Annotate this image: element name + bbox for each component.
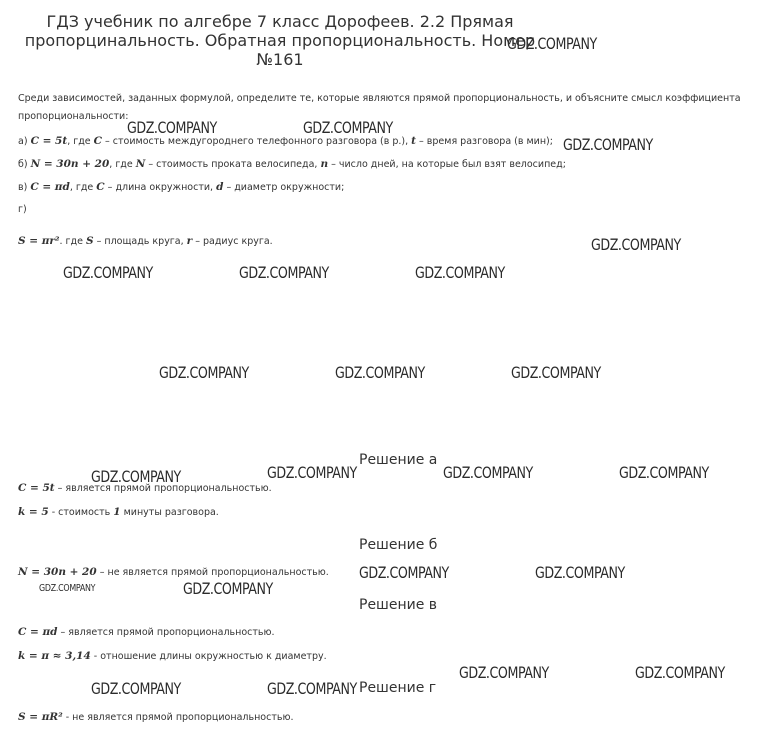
watermark: GDZ.COMPANY — [507, 34, 597, 53]
watermark: GDZ.COMPANY — [535, 563, 625, 582]
solution-b-line-1: N = 30n + 20 – не является прямой пропорциональностью. — [18, 566, 329, 578]
task-intro-2: пропорциональности: — [18, 111, 129, 122]
watermark: GDZ.COMPANY — [443, 463, 533, 482]
watermark: GDZ.COMPANY — [459, 663, 549, 682]
solution-c-line-1: C = πd – является прямой пропорциональностью. — [18, 626, 275, 638]
formula-c: C = πd — [30, 181, 70, 193]
watermark: GDZ.COMPANY — [127, 118, 217, 137]
watermark: GDZ.COMPANY — [239, 263, 329, 282]
title-line-3: №161 — [256, 50, 304, 69]
watermark: GDZ.COMPANY — [511, 363, 601, 382]
watermark: GDZ.COMPANY — [563, 135, 653, 154]
watermark: GDZ.COMPANY — [591, 235, 681, 254]
solution-c-heading: Решение в — [359, 597, 438, 613]
watermark: GDZ.COMPANY — [267, 679, 357, 698]
solution-d-line-1: S = πR² - не является прямой пропорциональностью. — [18, 711, 294, 723]
title-line-2: пропорцинальность. Обратная пропорциональность. Номер — [24, 31, 536, 50]
watermark: GDZ.COMPANY — [619, 463, 709, 482]
task-intro-1: Среди зависимостей, заданных формулой, определите те, которые являются прямой пропорциональность, и объясните смысл коэффициента — [18, 93, 741, 104]
watermark: GDZ.COMPANY — [63, 263, 153, 282]
task-item-a: а) C = 5t, где C – стоимость междугороднего телефонного разговора (в р.), t – время разговора (в мин); — [18, 135, 553, 147]
watermark: GDZ.COMPANY — [183, 579, 273, 598]
formula-a: C = 5t — [30, 135, 68, 147]
watermark: GDZ.COMPANY — [335, 363, 425, 382]
task-item-c: в) C = πd, где C – длина окружности, d – диаметр окружности; — [18, 181, 345, 193]
page-title — [0, 12, 560, 69]
watermark: GDZ.COMPANY — [91, 679, 181, 698]
watermark: GDZ.COMPANY — [159, 363, 249, 382]
solution-c-line-2: k = π ≈ 3,14 - отношение длины окружностью к диаметру. — [18, 650, 327, 662]
solution-b-heading: Решение б — [359, 537, 438, 553]
solution-a-line-1: C = 5t – является прямой пропорциональностью. — [18, 482, 272, 494]
watermark: GDZ.COMPANY — [303, 118, 393, 137]
formula-d: S = πr² — [18, 235, 60, 247]
watermark: GDZ.COMPANY — [635, 663, 725, 682]
watermark: GDZ.COMPANY — [359, 563, 449, 582]
solution-a-heading: Решение а — [359, 452, 438, 468]
task-item-d: S = πr². где S – площадь круга, r – радиус круга. — [18, 235, 273, 247]
title-line-1: ГДЗ учебник по алгебре 7 класс Дорофеев. 2.2 Прямая — [46, 12, 514, 31]
solution-d-heading: Решение г — [359, 680, 437, 696]
task-item-d-label: г) — [18, 204, 27, 215]
watermark: GDZ.COMPANY — [415, 263, 505, 282]
watermark: GDZ.COMPANY — [267, 463, 357, 482]
formula-b: N = 30n + 20 — [30, 158, 110, 170]
watermark: GDZ.COMPANY — [91, 467, 181, 486]
watermark: GDZ.COMPANY — [39, 583, 96, 594]
task-item-b: б) N = 30n + 20, где N – стоимость проката велосипеда, n – число дней, на которые был взят велосипед; — [18, 158, 566, 170]
solution-a-line-2: k = 5 - стоимость 1 минуты разговора. — [18, 506, 219, 518]
